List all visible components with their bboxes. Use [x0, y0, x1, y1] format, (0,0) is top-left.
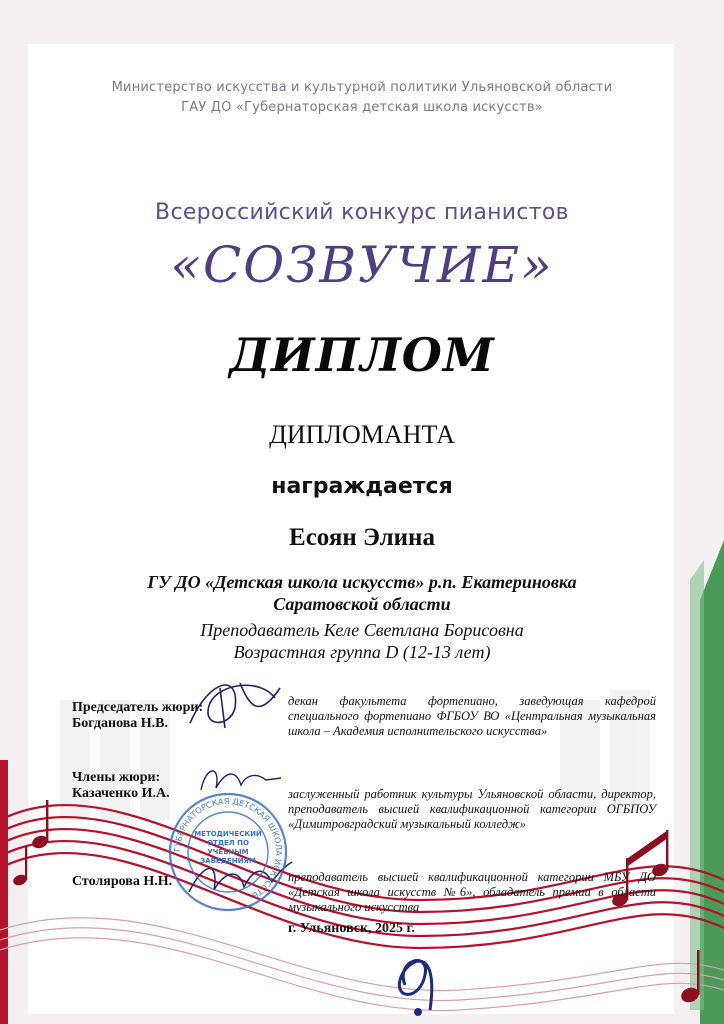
institution-line-2: Саратовской области — [273, 594, 451, 614]
jury-chair-description: декан факультета фортепиано, заведующая кафедрой специального фортепиано ФГБОУ ВО «Центральная музыкальная школа – Академия исполнительского искусства» — [288, 694, 656, 738]
recipient-name: Есоян Элина — [289, 524, 435, 551]
jury-members-label: Члены жюри: — [72, 770, 161, 785]
awarded-label: награждается — [271, 474, 453, 499]
jury-member-2-description: преподаватель высшей квалификационной категории МБУ ДО «Детская школа искусств №6», обладатель премии в области музыкального искусства — [288, 870, 656, 914]
institution-line-1: ГУ ДО «Детская школа искусств» р.п. Екатериновка — [147, 572, 577, 592]
jury-member-1-name: Казаченко И.А. — [72, 786, 170, 801]
contest-subtitle: Всероссийский конкурс пианистов — [155, 200, 569, 225]
diploma-title: ДИПЛОМ — [229, 328, 495, 382]
teacher-line: Преподаватель Келе Светлана Борисовна — [200, 620, 524, 640]
jury-chair-name: Богданова Н.В. — [72, 716, 169, 731]
stamp-ring-text: ГУБЕРНАТОРСКАЯ ДЕТСКАЯ ШКОЛА ИСКУССТВ — [171, 795, 285, 901]
institution — [0, 571, 724, 615]
age-group: Возрастная группа D (12-13 лет) — [233, 642, 491, 662]
jury-member-1-description: заслуженный работник культуры Ульяновской области, директор, преподаватель высшей квалификационной категории ОГБПОУ «Димитровградский музыкальный колледж» — [288, 787, 656, 831]
official-stamp — [166, 790, 290, 914]
chair-signature — [180, 668, 290, 738]
ministry-header: Министерство искусства и культурной политики Ульяновской области — [111, 80, 613, 95]
contest-name: «СОЗВУЧИЕ» — [170, 236, 554, 294]
jury-chair-label: Председатель жюри: — [72, 700, 204, 715]
organizer-header: ГАУ ДО «Губернаторская детская школа искусств» — [181, 100, 543, 115]
jury-member-2-name: Столярова Н.Н. — [72, 874, 173, 889]
stamp-center-text: МЕТОДИЧЕСКИЙ ОТДЕЛ ПО УЧЕБНЫМ ЗАВЕДЕНИЯМ — [194, 830, 262, 865]
city-date: г. Ульяновск, 2025 г. — [288, 921, 415, 936]
diploma-degree: ДИПЛОМАНТА — [269, 420, 455, 449]
